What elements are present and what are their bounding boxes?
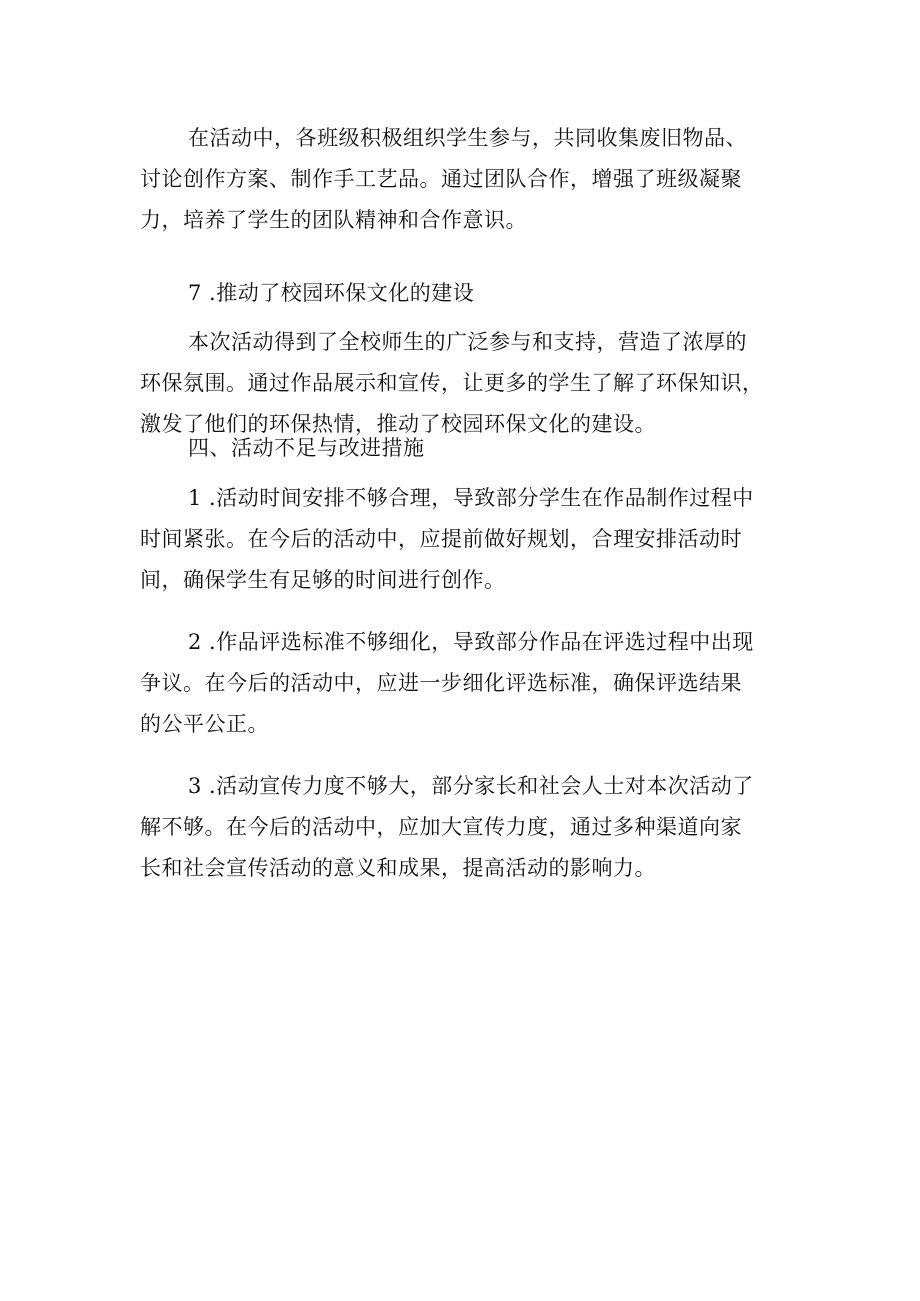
paragraph-line: 在活动中，各班级积极组织学生参与，共同收集废旧物品、 [188,126,747,150]
paragraph-line: 争议。在今后的活动中，应进一步细化评选标准，确保评选结果 [140,671,742,695]
paragraph-line: 环保氛围。通过作品展示和宣传，让更多的学生了解了环保知识， [140,371,764,395]
paragraph-line: 间，确保学生有足够的时间进行创作。 [140,568,506,592]
paragraph-culture [140,322,800,445]
paragraph-line: 的公平公正。 [140,712,269,736]
paragraph-line: 2 .作品评选标准不够细化，导致部分作品在评选过程中出现 [188,630,754,654]
paragraph-line: 3 .活动宣传力度不够大，部分家长和社会人士对本次活动了 [188,774,754,798]
list-item-1 [140,478,800,601]
paragraph-line: 本次活动得到了全校师生的广泛参与和支持，营造了浓厚的 [188,330,747,354]
heading-7: 7 .推动了校园环保文化的建设 [188,281,475,305]
paragraph-line: 1 .活动时间安排不够合理，导致部分学生在作品制作过程中 [188,486,754,510]
paragraph-teamwork [140,118,800,241]
paragraph-line: 讨论创作方案、制作手工艺品。通过团队合作，增强了班级凝聚 [140,167,742,191]
paragraph-line: 时间紧张。在今后的活动中，应提前做好规划，合理安排活动时 [140,527,742,551]
paragraph-line: 力，培养了学生的团队精神和合作意识。 [140,208,527,232]
paragraph-line: 长和社会宣传活动的意义和成果，提高活动的影响力。 [140,856,656,880]
paragraph-line: 解不够。在今后的活动中，应加大宣传力度，通过多种渠道向家 [140,815,742,839]
paragraph-line: 激发了他们的环保热情，推动了校园环保文化的建设。 [140,412,656,436]
section-4-heading: 四、活动不足与改进措施 [188,436,425,460]
list-item-3 [140,766,800,889]
list-item-2 [140,622,800,745]
